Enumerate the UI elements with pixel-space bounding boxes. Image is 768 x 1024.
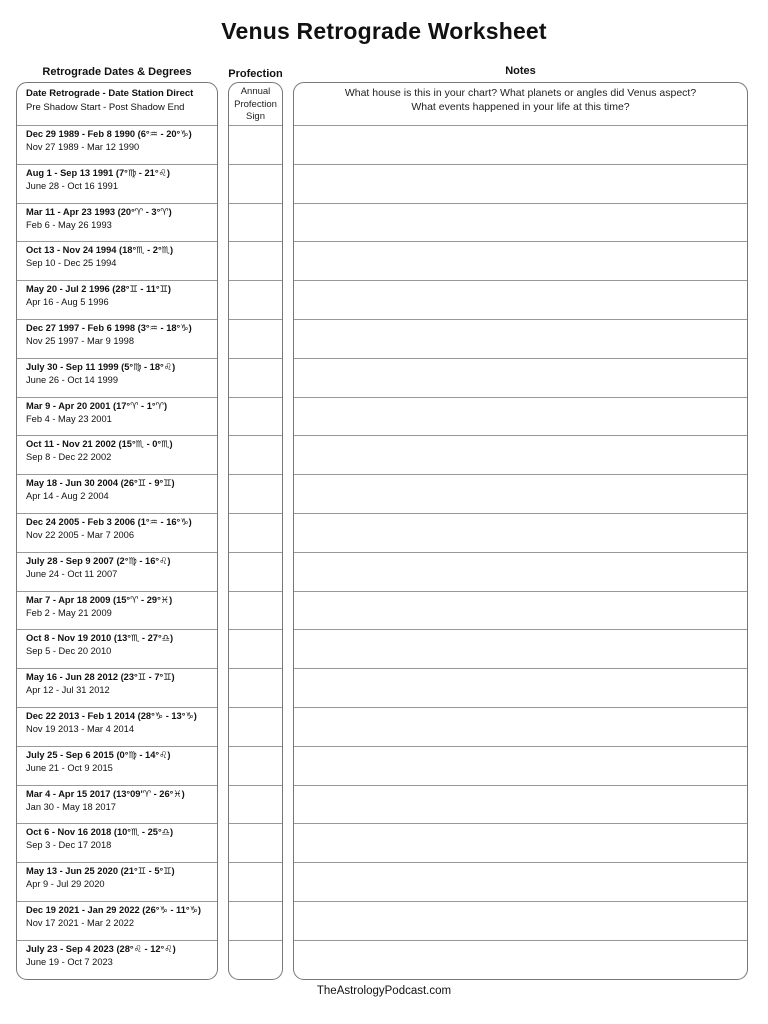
dates-column <box>16 82 218 980</box>
table-row <box>17 862 217 901</box>
table-row <box>17 707 217 746</box>
profection-header-line: Annual <box>240 86 271 97</box>
shadow-dates: June 19 - Oct 7 2023 <box>26 956 113 967</box>
shadow-dates: Sep 8 - Dec 22 2002 <box>26 452 112 463</box>
table-row <box>17 435 217 474</box>
notes-header-line: What house is this in your chart? What planets or angles did Venus aspect? <box>344 87 697 99</box>
table-row <box>17 591 217 630</box>
retrograde-dates: Dec 22 2013 - Feb 1 2014 (28°♑ - 13°♑) <box>26 711 197 721</box>
profection-sign-cell[interactable] <box>229 474 282 513</box>
table-row <box>17 125 217 164</box>
table-row <box>17 358 217 397</box>
dates-header-line2: Pre Shadow Start - Post Shadow End <box>26 102 185 113</box>
profection-sign-cell[interactable] <box>229 746 282 785</box>
profection-header-line: Profection <box>234 98 277 110</box>
retrograde-dates: Mar 9 - Apr 20 2001 (17°♈ - 1°♈) <box>26 400 168 411</box>
notes-header-cell <box>294 83 747 125</box>
notes-header-line: What events happened in your life at this time? <box>411 100 630 113</box>
notes-cell[interactable] <box>294 707 747 746</box>
notes-cell[interactable] <box>294 397 747 436</box>
retrograde-dates: Oct 11 - Nov 21 2002 (15°♏ - 0°♏) <box>26 439 173 450</box>
notes-cell[interactable] <box>294 668 747 707</box>
table-row <box>17 552 217 591</box>
retrograde-dates: May 20 - Jul 2 1996 (28°♊ - 11°♊) <box>26 284 172 295</box>
retrograde-dates: Dec 24 2005 - Feb 3 2006 (1°♒ - 16°♑) <box>26 517 192 527</box>
notes-cell[interactable] <box>294 591 747 630</box>
profection-sign-cell[interactable] <box>229 513 282 552</box>
table-row <box>17 164 217 203</box>
shadow-dates: Nov 25 1997 - Mar 9 1998 <box>26 336 135 346</box>
notes-cell[interactable] <box>294 125 747 164</box>
profection-sign-cell[interactable] <box>229 241 282 280</box>
table-row <box>17 668 217 707</box>
profection-header-line: Sign <box>245 111 265 122</box>
retrograde-dates: May 18 - Jun 30 2004 (26°♊ - 9°♊) <box>26 478 175 489</box>
profection-sign-cell[interactable] <box>229 823 282 862</box>
retrograde-dates: July 23 - Sep 4 2023 (28°♌ - 12°♌) <box>26 943 176 954</box>
notes-cell[interactable] <box>294 280 747 319</box>
notes-cell[interactable] <box>294 474 747 513</box>
notes-header-text <box>294 87 747 114</box>
shadow-dates: Jan 30 - May 18 2017 <box>26 801 116 812</box>
profection-sign-cell[interactable] <box>229 435 282 474</box>
shadow-dates: Nov 17 2021 - Mar 2 2022 <box>26 918 135 928</box>
notes-cell[interactable] <box>294 862 747 901</box>
profection-sign-cell[interactable] <box>229 940 282 979</box>
shadow-dates: Feb 6 - May 26 1993 <box>26 219 112 230</box>
table-row <box>17 241 217 280</box>
table-row <box>17 397 217 436</box>
retrograde-dates: July 25 - Sep 6 2015 (0°♍ - 14°♌) <box>26 749 171 760</box>
retrograde-dates: Oct 6 - Nov 16 2018 (10°♏ - 25°♎) <box>26 827 174 838</box>
retrograde-dates: Dec 19 2021 - Jan 29 2022 (26°♑ - 11°♑) <box>26 905 202 915</box>
profection-column-heading: Profection <box>228 68 283 80</box>
notes-cell[interactable] <box>294 203 747 242</box>
retrograde-dates: Dec 29 1989 - Feb 8 1990 (6°♒ - 20°♑) <box>26 129 192 139</box>
notes-column <box>293 82 748 980</box>
shadow-dates: June 21 - Oct 9 2015 <box>26 762 113 773</box>
table-row <box>17 823 217 862</box>
dates-header-cell <box>17 83 217 125</box>
notes-cell[interactable] <box>294 164 747 203</box>
shadow-dates: Apr 16 - Aug 5 1996 <box>26 297 109 308</box>
dates-column-heading: Retrograde Dates & Degrees <box>42 66 192 78</box>
notes-cell[interactable] <box>294 629 747 668</box>
retrograde-dates: May 16 - Jun 28 2012 (23°♊ - 7°♊) <box>26 672 175 683</box>
profection-sign-cell[interactable] <box>229 901 282 940</box>
table-row <box>17 940 217 979</box>
notes-column-heading: Notes <box>505 65 536 77</box>
profection-sign-cell[interactable] <box>229 862 282 901</box>
notes-cell[interactable] <box>294 823 747 862</box>
shadow-dates: June 24 - Oct 11 2007 <box>26 568 118 579</box>
table-row <box>17 474 217 513</box>
notes-cell[interactable] <box>294 513 747 552</box>
notes-cell[interactable] <box>294 552 747 591</box>
profection-sign-cell[interactable] <box>229 125 282 164</box>
profection-sign-cell[interactable] <box>229 203 282 242</box>
profection-sign-cell[interactable] <box>229 707 282 746</box>
table-row <box>17 629 217 668</box>
shadow-dates: Apr 9 - Jul 29 2020 <box>26 879 105 890</box>
notes-cell[interactable] <box>294 940 747 979</box>
table-row <box>17 901 217 940</box>
profection-sign-cell[interactable] <box>229 319 282 358</box>
profection-header-cell <box>229 83 282 125</box>
shadow-dates: Nov 27 1989 - Mar 12 1990 <box>26 142 140 152</box>
notes-cell[interactable] <box>294 358 747 397</box>
page-title: Venus Retrograde Worksheet <box>221 18 547 44</box>
table-row <box>17 203 217 242</box>
table-row <box>17 785 217 824</box>
profection-sign-cell[interactable] <box>229 164 282 203</box>
retrograde-dates: May 13 - Jun 25 2020 (21°♊ - 5°♊) <box>26 866 175 877</box>
profection-sign-cell[interactable] <box>229 280 282 319</box>
profection-sign-cell[interactable] <box>229 785 282 824</box>
shadow-dates: Apr 12 - Jul 31 2012 <box>26 685 110 696</box>
profection-sign-cell[interactable] <box>229 358 282 397</box>
retrograde-dates: July 28 - Sep 9 2007 (2°♍ - 16°♌) <box>26 555 171 566</box>
notes-cell[interactable] <box>294 901 747 940</box>
profection-sign-cell[interactable] <box>229 397 282 436</box>
notes-cell[interactable] <box>294 319 747 358</box>
table-row <box>17 319 217 358</box>
shadow-dates: June 28 - Oct 16 1991 <box>26 180 118 191</box>
retrograde-dates: Mar 7 - Apr 18 2009 (15°♈ - 29°♓) <box>26 594 173 605</box>
shadow-dates: Feb 4 - May 23 2001 <box>26 413 112 424</box>
shadow-dates: Apr 14 - Aug 2 2004 <box>26 491 109 502</box>
shadow-dates: Nov 19 2013 - Mar 4 2014 <box>26 724 135 734</box>
table-row <box>17 746 217 785</box>
shadow-dates: Sep 3 - Dec 17 2018 <box>26 840 112 851</box>
shadow-dates: June 26 - Oct 14 1999 <box>26 374 118 385</box>
shadow-dates: Feb 2 - May 21 2009 <box>26 607 112 618</box>
profection-header-text <box>229 86 282 124</box>
profection-sign-cell[interactable] <box>229 668 282 707</box>
shadow-dates: Sep 10 - Dec 25 1994 <box>26 258 117 269</box>
retrograde-dates: Mar 11 - Apr 23 1993 (20°♈ - 3°♈) <box>26 206 172 217</box>
table-row <box>17 280 217 319</box>
profection-sign-cell[interactable] <box>229 591 282 630</box>
shadow-dates: Sep 5 - Dec 20 2010 <box>26 646 112 657</box>
dates-header-line1: Date Retrograde - Date Station Direct <box>26 88 194 99</box>
retrograde-dates: Mar 4 - Apr 15 2017 (13°09'♈ - 26°♓) <box>26 788 185 799</box>
footer-website: TheAstrologyPodcast.com <box>316 985 452 997</box>
profection-sign-cell[interactable] <box>229 629 282 668</box>
notes-cell[interactable] <box>294 746 747 785</box>
notes-cell[interactable] <box>294 435 747 474</box>
notes-cell[interactable] <box>294 241 747 280</box>
profection-sign-cell[interactable] <box>229 552 282 591</box>
retrograde-dates: Oct 8 - Nov 19 2010 (13°♏ - 27°♎) <box>26 633 174 644</box>
notes-cell[interactable] <box>294 785 747 824</box>
retrograde-dates: Dec 27 1997 - Feb 6 1998 (3°♒ - 18°♑) <box>26 323 192 333</box>
table-row <box>17 513 217 552</box>
retrograde-dates: July 30 - Sep 11 1999 (5°♍ - 18°♌) <box>26 361 176 372</box>
retrograde-dates: Aug 1 - Sep 13 1991 (7°♍ - 21°♌) <box>26 167 170 178</box>
profection-column <box>228 82 283 980</box>
retrograde-dates: Oct 13 - Nov 24 1994 (18°♏ - 2°♏) <box>26 245 174 256</box>
shadow-dates: Nov 22 2005 - Mar 7 2006 <box>26 530 135 540</box>
